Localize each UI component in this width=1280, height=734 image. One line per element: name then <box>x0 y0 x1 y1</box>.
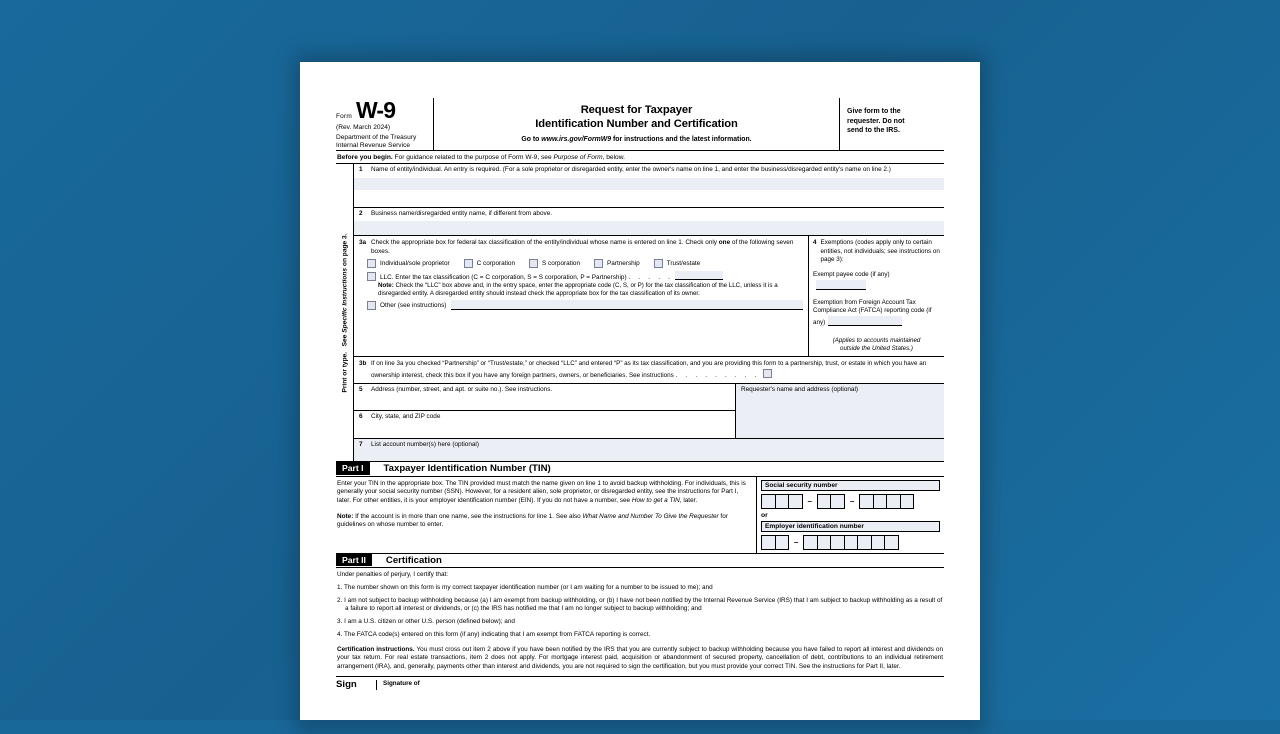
fatca-code-row <box>813 299 940 328</box>
ein-box[interactable] <box>803 535 818 550</box>
llc-classification-row <box>354 269 808 281</box>
before-you-begin-bold: Before you begin. <box>337 153 393 161</box>
before-you-begin-text-2: , below. <box>602 153 625 161</box>
ssn-box[interactable] <box>817 494 832 509</box>
llc-label <box>380 271 803 281</box>
before-you-begin-text-1: For guidance related to the purpose of Form W-9, see <box>392 153 554 161</box>
certification-item: 2. I am not subject to backup withholding because (a) I am exempt from backup withholding, or (b) I have not been notified by the Internal Revenue Service (IRS) that I am subject to backup withholding as a result of a failure to report all interest or dividends, or (c) the IRS has notified me that I am no longer subject to backup withholding; and <box>337 596 943 613</box>
part-1-para1-a: Enter your TIN in the appropriate box. The TIN provided must match the name given on line 1 to avoid backup withholding. For individuals, this is generally your social security number (SSN). However, for a resident alien, sole proprietor, or disregarded entity, see the instructions for Part I, later. For other entities, it is your employer identification number (EIN). If you do not have a number, see <box>337 479 746 505</box>
line-2-number: 2 <box>359 210 363 218</box>
ein-group-2[interactable] <box>803 535 899 550</box>
line-3a-bold-one: one <box>718 239 731 247</box>
or-separator-label: or <box>761 511 768 519</box>
ssn-box[interactable] <box>873 494 888 509</box>
part-1-note-b: for guidelines on whose number to enter. <box>337 512 728 529</box>
goto-prefix: Go to <box>521 136 542 144</box>
ein-box[interactable] <box>844 535 859 550</box>
line-5-field[interactable] <box>354 384 735 411</box>
checkbox-foreign-partners[interactable] <box>763 369 772 378</box>
goto-suffix: for instructions and the latest information. <box>611 136 752 144</box>
part-1-banner <box>336 462 944 477</box>
certification-instructions <box>337 646 943 672</box>
checkbox-llc[interactable] <box>367 272 376 281</box>
ssn-group-2[interactable] <box>817 494 845 509</box>
other-classification-input[interactable] <box>451 300 803 310</box>
part-1-note-bold: Note: <box>337 512 354 520</box>
ein-box[interactable] <box>761 535 776 550</box>
label-other: Other (see instructions) <box>380 301 447 309</box>
part-1-instructions <box>336 477 756 553</box>
line-5-label: Address (number, street, and apt. or suite no.). See instructions. <box>371 386 553 394</box>
part-1-note <box>337 513 748 530</box>
label-c-corporation: C corporation <box>476 260 516 268</box>
line-6-label: City, state, and ZIP code <box>371 413 441 421</box>
exempt-payee-code-input[interactable] <box>816 280 866 290</box>
form-title-line-2: Identification Number and Certification <box>535 118 738 131</box>
line-1-field[interactable] <box>354 164 944 208</box>
notice-line-2: requester. Do not <box>847 117 905 125</box>
ssn-group-1[interactable] <box>761 494 803 509</box>
w9-form-page <box>300 62 980 720</box>
line-6-number: 6 <box>359 413 363 421</box>
line-7-label: List account number(s) here (optional) <box>371 441 479 449</box>
line-4-number: 4 <box>813 239 817 247</box>
line-1-label: Name of entity/individual. An entry is required. (For a sole proprietor or disregarded entity, enter the owner's name on line 1, and enter the business/disregarded entity's name on line 2.) <box>371 166 891 174</box>
ssn-boxes[interactable] <box>761 494 940 509</box>
line-5-number: 5 <box>359 386 363 394</box>
purpose-of-form-ref: Purpose of Form <box>553 153 603 161</box>
checkbox-trust-estate[interactable] <box>654 259 663 268</box>
sign-here-label: Sign <box>336 678 357 690</box>
ein-boxes[interactable] <box>761 535 940 550</box>
fatca-applies-note <box>813 337 940 353</box>
part-1-title: Taxpayer Identification Number (TIN) <box>383 463 551 475</box>
line-7-field[interactable] <box>354 439 944 461</box>
part-2-body <box>336 568 944 675</box>
ssn-box[interactable] <box>859 494 874 509</box>
llc-leader-dots: . . . . . <box>628 274 674 282</box>
agency-line-1: Department of the Treasury <box>336 133 417 141</box>
address-block <box>354 384 736 438</box>
line-3b-text-wrap <box>371 360 939 380</box>
line-6-field[interactable] <box>354 411 735 438</box>
header-form-identity <box>336 98 434 150</box>
llc-label-text: LLC. Enter the tax classification (C = C corporation, S = S corporation, P = Partnership) <box>380 274 627 282</box>
what-name-and-number-ref: What Name and Number To Give the Requester <box>582 512 719 520</box>
requester-label: Requester's name and address (optional) <box>741 386 859 394</box>
line-3b-field <box>354 357 944 384</box>
certification-item: 1. The number shown on this form is my correct taxpayer identification number (or I am waiting for a number to be issued to me); and <box>337 584 713 592</box>
ssn-group-3[interactable] <box>859 494 914 509</box>
llc-note-text: Check the “LLC” box above and, in the entry space, enter the appropriate code (C, S, or P) for the tax classification of the LLC, unless it is a disregarded entity. A disregarded entity should instead check the appropriate box for the tax classification of its owner. <box>378 282 778 298</box>
form-header <box>336 98 944 151</box>
line-3a-text-part1: Check the appropriate box for federal tax classification of the entity/individual whose name is entered on line 1. Check only <box>371 239 719 247</box>
llc-code-input[interactable] <box>675 271 723 280</box>
checkbox-individual-sole-proprietor[interactable] <box>367 259 376 268</box>
ssn-box[interactable] <box>775 494 790 509</box>
tin-entry-block <box>756 477 944 553</box>
certification-item: 3. I am a U.S. citizen or other U.S. person (defined below); and <box>337 618 515 626</box>
other-classification-row <box>354 298 808 313</box>
line-3b-leader-dots: . . . . . . . . . <box>675 371 760 379</box>
certification-instructions-text: You must cross out item 2 above if you have been notified by the IRS that you are currently subject to backup withholding because you have failed to report all interest and dividends on your tax return. For real estate transactions, item 2 does not apply. For mortgage interest paid, acquisition or abandonment of secured property, cancellation of debt, contributions to an individual retirement arrangement (IRA), and, generally, payments other than interest and dividends, you are not required to sign the certification, but you must provide your correct TIN. See the instructions for Part II, later. <box>337 645 944 670</box>
notice-line-1: Give form to the <box>847 108 901 115</box>
ssn-box[interactable] <box>830 494 845 509</box>
irs-website-note <box>438 136 835 143</box>
ssn-dash-2: – <box>849 496 855 506</box>
line-3a-text <box>371 239 803 256</box>
print-or-type-sidebar <box>336 164 354 461</box>
fatca-applies-note-line-1: (Applies to accounts maintained <box>832 337 921 345</box>
form-content <box>336 98 944 690</box>
header-title-block <box>434 98 840 150</box>
llc-note <box>354 281 808 298</box>
issuing-agency <box>336 134 429 150</box>
llc-note-bold: Note: <box>378 282 394 290</box>
line-2-field[interactable] <box>354 208 944 236</box>
ssn-box[interactable] <box>788 494 803 509</box>
sidebar-vertical-text <box>341 233 348 392</box>
line-1-number: 1 <box>359 166 363 174</box>
line-2-label: Business name/disregarded entity name, if different from above. <box>371 210 553 218</box>
tax-classification-checkbox-row <box>354 258 808 269</box>
ssn-dash-1: – <box>807 496 812 506</box>
signature-field[interactable] <box>376 680 944 690</box>
fatca-code-input[interactable] <box>828 316 902 326</box>
address-and-requester-row <box>354 384 944 439</box>
form-title-line-1: Request for Taxpayer <box>580 104 693 116</box>
line-3a-and-4-row <box>354 236 944 357</box>
certification-instructions-bold: Certification instructions. <box>337 645 415 653</box>
how-to-get-a-tin-ref: How to get a TIN <box>631 497 680 505</box>
label-s-corporation: S corporation <box>542 260 581 268</box>
line-4-heading <box>813 239 940 264</box>
checkbox-partnership[interactable] <box>594 259 603 268</box>
form-fields-column <box>354 164 944 461</box>
requester-name-address-field[interactable] <box>736 384 944 438</box>
sidebar-line2-prefix: See <box>341 332 348 347</box>
label-trust-estate: Trust/estate <box>666 260 701 268</box>
ein-box[interactable] <box>871 535 886 550</box>
ssn-box[interactable] <box>761 494 776 509</box>
specific-instructions-ref: Specific Instructions <box>341 267 348 333</box>
line-4-exemptions-block <box>809 236 944 356</box>
ein-box[interactable] <box>775 535 790 550</box>
ein-box[interactable] <box>857 535 872 550</box>
fatca-applies-note-line-2: outside the United States.) <box>840 345 913 353</box>
line-2-input[interactable] <box>354 221 944 235</box>
label-individual-sole-proprietor: Individual/sole proprietor <box>380 260 450 268</box>
exempt-payee-code-row <box>813 271 940 291</box>
give-form-notice <box>840 98 944 150</box>
ein-box[interactable] <box>817 535 832 550</box>
line-3a-instruction <box>354 236 808 258</box>
ein-group-1[interactable] <box>761 535 789 550</box>
part-1-badge: Part I <box>336 462 370 475</box>
form-revision-date: (Rev. March 2024) <box>336 123 391 131</box>
sidebar-line2-suffix: on page 3. <box>341 233 348 268</box>
part-1-body <box>336 477 944 554</box>
agency-line-2: Internal Revenue Service <box>336 141 411 149</box>
ssn-box[interactable] <box>886 494 901 509</box>
form-word-label: Form <box>336 113 352 121</box>
exempt-payee-code-label: Exempt payee code (if any) <box>813 271 890 279</box>
checkbox-c-corporation[interactable] <box>464 259 473 268</box>
line-3a-block <box>354 236 809 356</box>
before-you-begin-note <box>336 151 944 164</box>
certification-intro: Under penalties of perjury, I certify that: <box>337 571 449 579</box>
ssn-box[interactable] <box>900 494 915 509</box>
part-2-badge: Part II <box>336 554 372 567</box>
part-1-paragraph-1 <box>337 480 748 506</box>
line-3a-number: 3a <box>359 239 367 247</box>
ein-label: Employer identification number <box>761 521 940 532</box>
notice-line-3: send to the IRS. <box>847 127 900 135</box>
irs-url-link[interactable]: www.irs.gov/FormW9 <box>541 136 612 144</box>
line-1-input[interactable] <box>354 178 944 190</box>
part-1-note-a: If the account is in more than one name, see the instructions for line 1. See also <box>353 512 583 520</box>
ein-box[interactable] <box>884 535 899 550</box>
form-number-label: W-9 <box>355 97 396 123</box>
sign-here-row <box>336 676 944 690</box>
signature-of-label: Signature of <box>383 679 420 687</box>
part-2-title: Certification <box>385 554 442 566</box>
sidebar-line-2 <box>341 233 348 350</box>
ein-box[interactable] <box>830 535 845 550</box>
certification-item: 4. The FATCA code(s) entered on this form (if any) indicating that I am exempt from FATCA reporting is correct. <box>337 630 651 638</box>
line-3b-text: If on line 3a you checked “Partnership” or “Trust/estate,” or checked “LLC” and entered “P” as its tax classification, and you are providing this form to a partnership, trust, or estate in which you have an ownership interest, check this box if you have any foreign partners, owners, or beneficiaries. See instructions <box>371 360 927 379</box>
line-3b-number: 3b <box>359 360 367 368</box>
line-7-number: 7 <box>359 441 363 449</box>
line-3a-text-part2: of the following seven boxes. <box>371 239 794 255</box>
ein-dash: – <box>794 537 799 547</box>
ssn-label: Social security number <box>761 480 940 491</box>
form-body <box>336 164 944 462</box>
line-4-heading-text: Exemptions (codes apply only to certain entities, not individuals; see instructions on page 3): <box>820 239 940 263</box>
sidebar-line-1: Print or type. <box>341 351 348 393</box>
fatca-code-label: Exemption from Foreign Account Tax Compliance Act (FATCA) reporting code (if any) <box>813 298 932 326</box>
checkbox-s-corporation[interactable] <box>529 259 538 268</box>
part-2-banner <box>336 554 944 569</box>
label-partnership: Partnership <box>607 260 640 268</box>
checkbox-other[interactable] <box>367 301 376 310</box>
part-1-para1-b: , later. <box>679 497 698 505</box>
